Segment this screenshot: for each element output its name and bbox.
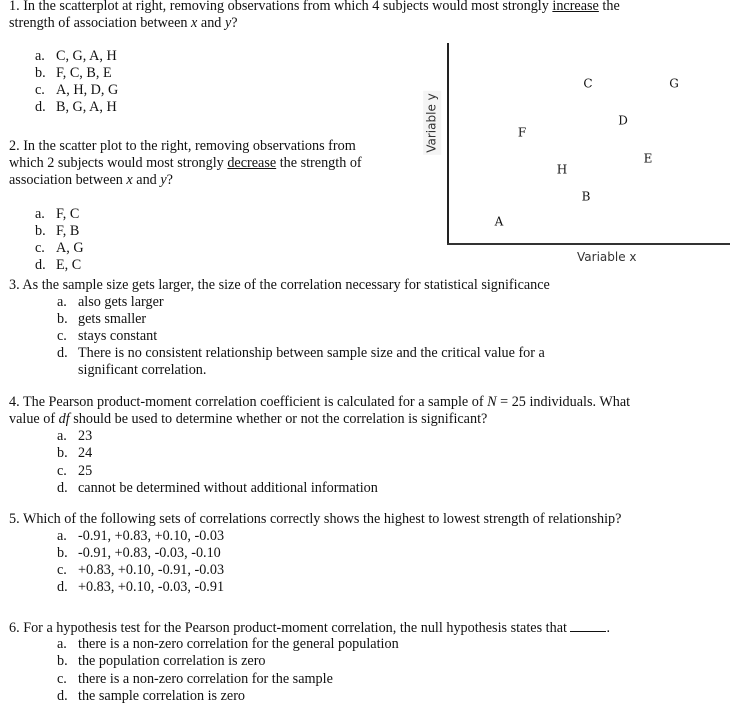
option-text: C, G, A, H: [56, 48, 117, 64]
var-y: y: [224, 15, 232, 31]
point-F: F: [517, 125, 527, 140]
question-number: 2.: [9, 138, 20, 154]
option-text: 23: [78, 428, 93, 444]
question-text: As the sample size gets larger, the size of the correlation necessary for statistical significance: [22, 277, 550, 293]
q3-option-d[interactable]: [57, 345, 545, 363]
question-2-line3: [9, 172, 173, 190]
text: association between: [9, 172, 127, 188]
option-text: there is a non-zero correlation for the sample: [78, 671, 333, 687]
q3-option-b[interactable]: [57, 311, 146, 329]
question-3: [9, 277, 550, 295]
option-letter: c.: [35, 82, 45, 98]
q1-option-b[interactable]: [35, 65, 112, 83]
emphasis-decrease: decrease: [227, 155, 277, 171]
option-text: gets smaller: [78, 311, 147, 327]
option-letter: a.: [57, 294, 67, 310]
option-text: 24: [78, 445, 93, 461]
x-axis-line: [447, 243, 730, 245]
q3-option-c[interactable]: [57, 328, 157, 346]
q5-option-a[interactable]: [57, 528, 224, 546]
question-6: [9, 619, 610, 638]
question-text-end: the: [598, 0, 620, 14]
question-number: 5.: [9, 511, 20, 527]
text: value of: [9, 411, 59, 427]
answer-blank: [570, 619, 606, 632]
text: and: [197, 15, 225, 31]
option-letter: d.: [35, 257, 46, 273]
option-text: 25: [78, 463, 93, 479]
option-letter: a.: [57, 428, 67, 444]
option-letter: b.: [35, 223, 46, 239]
question-number: 3.: [9, 277, 20, 293]
question-number: 1.: [9, 0, 20, 14]
option-letter: b.: [57, 445, 68, 461]
option-text: There is no consistent relationship between sample size and the critical value for a: [78, 345, 545, 361]
q5-option-c[interactable]: [57, 562, 224, 580]
point-E: E: [643, 151, 653, 166]
option-letter: b.: [35, 65, 46, 81]
option-letter: d.: [57, 345, 68, 361]
option-text: significant correlation.: [78, 362, 207, 378]
option-text: also gets larger: [78, 294, 164, 310]
option-text: +0.83, +0.10, -0.91, -0.03: [78, 562, 225, 578]
var-N: N: [487, 394, 497, 410]
q1-option-a[interactable]: [35, 48, 117, 66]
q2-option-a[interactable]: [35, 206, 79, 224]
q1-option-c[interactable]: [35, 82, 118, 100]
option-text: stays constant: [78, 328, 158, 344]
option-text: F, B: [56, 223, 80, 239]
option-letter: a.: [35, 206, 45, 222]
question-2: [9, 138, 356, 156]
question-text: In the scatter plot to the right, removing observations from: [23, 138, 356, 154]
question-4: [9, 394, 630, 412]
q5-option-d[interactable]: [57, 579, 224, 597]
question-text: In the scatterplot at right, removing observations from which 4 subjects would most strongly: [23, 0, 553, 14]
q6-option-a[interactable]: [57, 636, 399, 654]
option-letter: a.: [57, 636, 67, 652]
question-number: 4.: [9, 394, 20, 410]
y-axis-line: [447, 43, 449, 245]
option-text: E, C: [56, 257, 82, 273]
option-text: A, G: [56, 240, 84, 256]
q5-option-b[interactable]: [57, 545, 221, 563]
var-x: x: [126, 172, 133, 188]
question-4-line2: [9, 411, 487, 429]
var-df: df: [58, 411, 70, 427]
q1-option-d[interactable]: [35, 99, 117, 117]
text: ?: [166, 172, 173, 188]
option-text: the population correlation is zero: [78, 653, 266, 669]
q2-option-d[interactable]: [35, 257, 81, 275]
option-letter: d.: [57, 579, 68, 595]
text: ?: [231, 15, 238, 31]
option-letter: d.: [57, 688, 68, 704]
text: The Pearson product-moment correlation coefficient is calculated for a sample of: [22, 394, 488, 410]
var-y: y: [160, 172, 167, 188]
q6-option-c[interactable]: [57, 671, 333, 689]
text: should be used to determine whether or not the correlation is significant?: [69, 411, 488, 427]
text: which 2 subjects would most strongly: [9, 155, 228, 171]
q3-option-d-continued: [78, 362, 206, 380]
option-letter: b.: [57, 311, 68, 327]
point-C: C: [583, 76, 593, 91]
option-text: F, C: [56, 206, 80, 222]
option-text: -0.91, +0.83, -0.03, -0.10: [78, 545, 221, 561]
option-text: B, G, A, H: [56, 99, 117, 115]
option-text: cannot be determined without additional information: [78, 480, 378, 496]
q2-option-c[interactable]: [35, 240, 84, 258]
question-number: 6.: [9, 620, 20, 636]
q4-option-d[interactable]: [57, 480, 378, 498]
option-letter: c.: [57, 562, 67, 578]
option-text: -0.91, +0.83, +0.10, -0.03: [78, 528, 225, 544]
option-letter: c.: [57, 328, 67, 344]
q4-option-b[interactable]: [57, 445, 92, 463]
option-letter: d.: [35, 99, 46, 115]
question-text: For a hypothesis test for the Pearson product-moment correlation, the null hypothesis states that: [23, 620, 567, 636]
point-B: B: [581, 189, 591, 204]
q2-option-b[interactable]: [35, 223, 79, 241]
option-letter: a.: [57, 528, 67, 544]
text: strength of association between: [9, 15, 192, 31]
option-letter: b.: [57, 545, 68, 561]
question-2-line2: [9, 155, 362, 173]
question-1: [9, 0, 620, 16]
point-H: H: [556, 162, 568, 177]
text: and: [132, 172, 161, 188]
q3-option-a[interactable]: [57, 294, 164, 312]
x-axis-label: Variable x: [577, 250, 637, 264]
option-text: the sample correlation is zero: [78, 688, 246, 704]
q4-option-c[interactable]: [57, 463, 92, 481]
text: the strength of: [276, 155, 362, 171]
option-letter: c.: [57, 671, 67, 687]
question-text: Which of the following sets of correlations correctly shows the highest to lowest strength of relationship?: [22, 511, 622, 527]
q6-option-d[interactable]: [57, 688, 245, 706]
q6-option-b[interactable]: [57, 653, 266, 671]
option-text: A, H, D, G: [56, 82, 119, 98]
option-text: there is a non-zero correlation for the general population: [78, 636, 399, 652]
option-text: +0.83, +0.10, -0.03, -0.91: [78, 579, 225, 595]
q4-option-a[interactable]: [57, 428, 92, 446]
emphasis-increase: increase: [552, 0, 599, 14]
point-D: D: [618, 113, 628, 128]
option-text: F, C, B, E: [56, 65, 112, 81]
text: = 25 individuals. What: [496, 394, 631, 410]
option-letter: c.: [35, 240, 45, 256]
option-letter: c.: [57, 463, 67, 479]
question-1-line2: [9, 15, 238, 33]
point-G: G: [669, 76, 679, 91]
question-5: [9, 511, 621, 529]
y-axis-label: Variable y: [423, 91, 441, 155]
var-x: x: [191, 15, 198, 31]
question-end: .: [606, 620, 611, 636]
option-letter: d.: [57, 480, 68, 496]
option-letter: a.: [35, 48, 45, 64]
option-letter: b.: [57, 653, 68, 669]
point-A: A: [494, 214, 504, 229]
